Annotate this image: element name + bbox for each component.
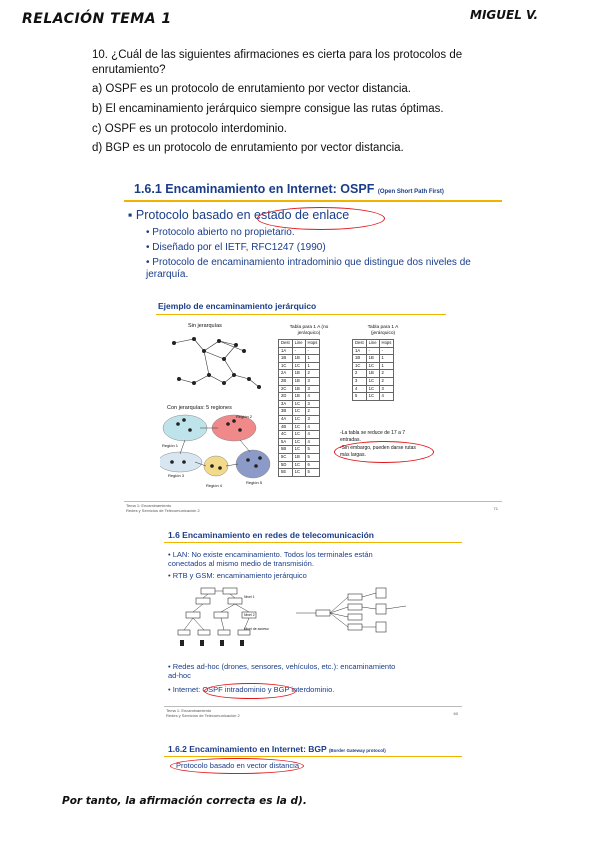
- telephony-hierarchy-diagram: [166, 584, 416, 654]
- telecom-bullet: • Internet: OSPF intradominio y BGP interdominio.: [168, 685, 335, 694]
- telecom-bullet: • RTB y GSM: encaminamiento jerárquico: [168, 571, 307, 580]
- table-row: 5E 1C 5: [279, 469, 320, 477]
- title-rule: [124, 200, 502, 202]
- slide-footer-left: Tema 1: Encaminamiento: [166, 708, 212, 713]
- region-5-label: Región 5: [246, 480, 263, 485]
- ospf-sub-bullet: • Protocolo abierto no propietario.: [146, 227, 295, 238]
- telecom-bullet: • Redes ad-hoc (drones, sensores, vehículos, etc.): encaminamiento ad-hoc: [168, 662, 396, 680]
- nivel1-label: Nivel 1: [244, 595, 255, 599]
- table-row: 4 1C 3: [353, 385, 394, 393]
- table-row: 3A 1C 3: [279, 400, 320, 408]
- slide-footer-rule: [124, 501, 502, 502]
- option-b: b) El encaminamiento jerárquico siempre consigue las rutas óptimas.: [92, 103, 444, 115]
- slide-telecom-title: 1.6 Encaminamiento en redes de telecomunicación: [168, 530, 374, 540]
- table-row: 5B 1C 5: [279, 446, 320, 454]
- title-rule: [164, 542, 462, 543]
- table-row: 5A 1C 4: [279, 438, 320, 446]
- handwritten-title: RELACIÓN TEMA 1: [22, 11, 172, 27]
- table-row: 1A - -: [279, 347, 320, 355]
- telecom-bullet: • LAN: No existe encaminamiento. Todos los terminales están conectados al mismo medio de transmisión.: [168, 550, 373, 568]
- table-row: 4C 1C 4: [279, 431, 320, 439]
- table-row: 3 1C 2: [353, 377, 394, 385]
- table-row: 2A 1B 2: [279, 370, 320, 378]
- slide-bgp-title: 1.6.2 Encaminamiento en Internet: BGP (Border Gateway protocol): [168, 744, 386, 754]
- sin-jerarquias-label: Sin jerarquías: [188, 323, 222, 329]
- routing-table-flat: Dest Line Hops 1A - - 1B 1B 1 1C 1C 1 2A 1B 2 2B 1B 3 2C 1B 3 2D 1B 4 3A 1C 3 3B 1C 2 4A 1C 3 4B 1C 4 4C 1C 4 5A 1C 4 5B 1C 5 5C 1B 5 5D 1C 6 5E 1C 5: [278, 339, 320, 477]
- region-1-label: Región 1: [162, 443, 179, 448]
- table-row: 1B 1B 1: [279, 355, 320, 363]
- example-rule: [156, 314, 446, 315]
- option-a: a) OSPF es un protocolo de enrutamiento por vector distancia.: [92, 83, 411, 95]
- nivel2-label: Nivel 2: [244, 613, 255, 617]
- routing-table-hierarchical: Dest Line Hops 1A - - 1B 1B 1 1C 1C 1 2 1B 2 3 1C 2 4 1C 3 5 1C 4: [352, 339, 394, 401]
- nivel-acceso-label: Nivel de acceso: [244, 627, 269, 631]
- slide-footer-left2: Redes y Servicios de Telecomunicación 2: [126, 508, 200, 513]
- table-row: 4A 1C 3: [279, 415, 320, 423]
- red-annotation-circle: [257, 207, 385, 230]
- table-row: 1A - -: [353, 347, 394, 355]
- table-row: 3B 1C 2: [279, 408, 320, 416]
- handwritten-conclusion: Por tanto, la afirmación correcta es la d).: [62, 795, 307, 807]
- slide-telecom: [124, 522, 502, 722]
- handwritten-author: MIGUEL V.: [470, 8, 538, 22]
- ospf-sub-bullet: • Diseñado por el IETF, RFC1247 (1990): [146, 242, 326, 253]
- hierarchical-network-diagram: [160, 412, 280, 490]
- example-title: Ejemplo de encaminamiento jerárquico: [158, 301, 317, 311]
- slide-footer-rule: [164, 706, 462, 707]
- table-row: 1C 1C 1: [353, 362, 394, 370]
- table-row: 2 1B 2: [353, 370, 394, 378]
- region-2-label: Región 2: [236, 414, 253, 419]
- red-annotation-circle: [170, 758, 304, 774]
- slide-bgp: [124, 740, 502, 780]
- slide-ospf-title: 1.6.1 Encaminamiento en Internet: OSPF (Open Short Path First): [134, 182, 444, 196]
- region-4-label: Región 4: [206, 483, 223, 488]
- slide-page-number: 60: [453, 711, 458, 716]
- ospf-main-bullet: ▪ Protocolo basado en estado de enlace: [128, 208, 350, 222]
- bgp-bullet: Protocolo basado en vector distancia: [176, 761, 299, 770]
- con-jerarquias-label: Con jerarquías: 5 regiones: [167, 405, 232, 411]
- slide-page-number: 71: [493, 506, 498, 511]
- flat-network-diagram: [164, 331, 274, 406]
- slide-footer-left2: Redes y Servicios de Telecomunicación 2: [166, 713, 240, 718]
- table-row: 4B 1C 4: [279, 423, 320, 431]
- table-row: 1B 1B 1: [353, 355, 394, 363]
- table-row: 2D 1B 4: [279, 393, 320, 401]
- table-note-1: -La tabla se reduce de 17 a 7 entradas.: [340, 430, 406, 443]
- table-row: 5 1C 4: [353, 393, 394, 401]
- option-c: c) OSPF es un protocolo interdominio.: [92, 123, 287, 135]
- option-d: d) BGP es un protocolo de enrutamiento por vector distancia.: [92, 142, 404, 154]
- red-annotation-circle: [204, 683, 296, 699]
- table-row: 2B 1B 3: [279, 377, 320, 385]
- table-note-2: -Sin embargo, pueden darse rutas más largas.: [340, 445, 416, 458]
- title-rule: [164, 756, 462, 757]
- ospf-sub-bullet: • Protocolo de encaminamiento intradominio que distingue dos niveles de jerarquía.: [146, 257, 471, 280]
- table-row: 5D 1C 6: [279, 461, 320, 469]
- red-annotation-circle: [334, 441, 434, 463]
- table2-title: Tabla para 1 A (jerárquico): [367, 325, 399, 336]
- table-row: 2C 1B 3: [279, 385, 320, 393]
- table1-title: Tabla para 1 A (no jerárquico): [289, 325, 329, 336]
- slide-ospf: [124, 176, 502, 516]
- region-3-label: Región 3: [168, 473, 185, 478]
- question-text: 10. ¿Cuál de las siguientes afirmaciones es cierta para los protocolos de enrutamiento?: [92, 49, 463, 76]
- table-row: 1C 1C 1: [279, 362, 320, 370]
- slide-footer-left: Tema 1: Encaminamiento: [126, 503, 172, 508]
- table-row: 5C 1B 5: [279, 453, 320, 461]
